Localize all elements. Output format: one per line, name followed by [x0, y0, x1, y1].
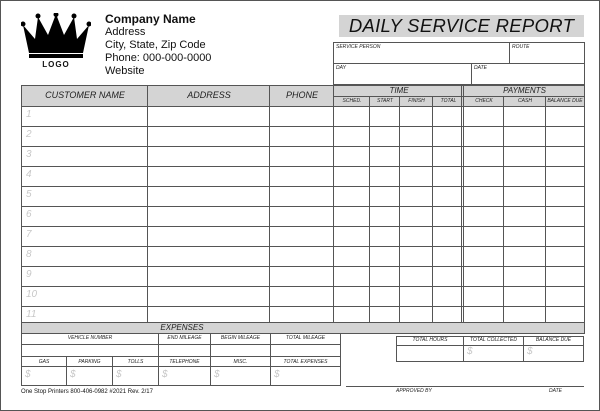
report-title: DAILY SERVICE REPORT	[339, 15, 584, 37]
finish-header: FINISH	[408, 98, 425, 104]
row-number: 8	[26, 249, 32, 260]
total-hours-field[interactable]: TOTAL HOURS	[412, 337, 448, 343]
row-number: 2	[26, 129, 32, 140]
company-phone: Phone: 000-000-0000	[105, 52, 212, 64]
balance-due-header: BALANCE DUE	[547, 98, 583, 104]
logo-text: LOGO	[42, 60, 70, 69]
cash-header: CASH	[518, 98, 532, 104]
balance-due-field[interactable]: BALANCE DUE	[535, 337, 572, 343]
totals-box	[396, 336, 584, 362]
logo	[21, 13, 91, 73]
row-number: 10	[26, 289, 38, 300]
total-mileage-field[interactable]: TOTAL MILEAGE	[285, 335, 326, 341]
expenses-title: EXPENSES	[160, 323, 204, 332]
currency-mark: $	[214, 369, 220, 380]
tolls-field[interactable]: TOLLS	[127, 359, 144, 365]
company-city: City, State, Zip Code	[105, 39, 206, 51]
company-info	[105, 13, 211, 78]
row-number: 7	[26, 229, 32, 240]
gas-field[interactable]: GAS	[38, 359, 50, 365]
company-address: Address	[105, 26, 146, 38]
route-field[interactable]: ROUTE	[512, 44, 530, 50]
total-collected-field[interactable]: TOTAL COLLECTED	[470, 337, 517, 343]
day-field[interactable]: DAY	[336, 65, 346, 71]
row-number: 4	[26, 169, 32, 180]
sched-header: SCHED.	[342, 98, 362, 104]
time-header: TIME	[389, 86, 409, 95]
start-header: START	[377, 98, 393, 104]
printer-footer: One Stop Printers 800-406-0982 #2021 Rev. 2/17	[21, 389, 153, 395]
end-mileage-field[interactable]: END MILEAGE	[167, 335, 202, 341]
payments-header: PAYMENTS	[503, 86, 546, 95]
currency-mark: $	[162, 369, 168, 380]
currency-mark: $	[274, 369, 280, 380]
expenses-header	[21, 323, 585, 334]
begin-mileage-field[interactable]: BEGIN MILEAGE	[220, 335, 261, 341]
row-number: 1	[26, 109, 32, 120]
service-table	[21, 85, 585, 323]
approved-by-field[interactable]: APPROVED BY	[396, 388, 432, 394]
currency-mark: $	[25, 369, 31, 380]
expenses-box	[21, 334, 341, 386]
signature-date-field[interactable]: DATE	[549, 388, 562, 394]
misc-field[interactable]: MISC.	[233, 359, 248, 365]
info-box	[333, 42, 585, 85]
row-number: 9	[26, 269, 32, 280]
telephone-field[interactable]: TELEPHONE	[169, 359, 200, 365]
company-website: Website	[105, 65, 145, 77]
row-number: 11	[26, 309, 37, 320]
currency-mark: $	[70, 369, 76, 380]
currency-mark: $	[527, 346, 533, 357]
currency-mark: $	[116, 369, 122, 380]
vehicle-number-field[interactable]: VEHICLE NUMBER	[67, 335, 113, 341]
company-name: Company Name	[105, 12, 196, 26]
address-header: ADDRESS	[187, 90, 231, 100]
customer-name-header: CUSTOMER NAME	[45, 90, 125, 100]
crown-icon	[21, 13, 91, 59]
row-number: 6	[26, 209, 32, 220]
check-header: CHECK	[475, 98, 493, 104]
row-number: 5	[26, 189, 32, 200]
row-number: 3	[26, 149, 32, 160]
phone-header: PHONE	[285, 90, 318, 100]
date-field[interactable]: DATE	[474, 65, 487, 71]
total-expenses-field[interactable]: TOTAL EXPENSES	[283, 359, 328, 365]
service-person-field[interactable]: SERVICE PERSON	[336, 44, 381, 50]
total-header: TOTAL	[440, 98, 457, 104]
currency-mark: $	[467, 346, 473, 357]
parking-field[interactable]: PARKING	[78, 359, 101, 365]
